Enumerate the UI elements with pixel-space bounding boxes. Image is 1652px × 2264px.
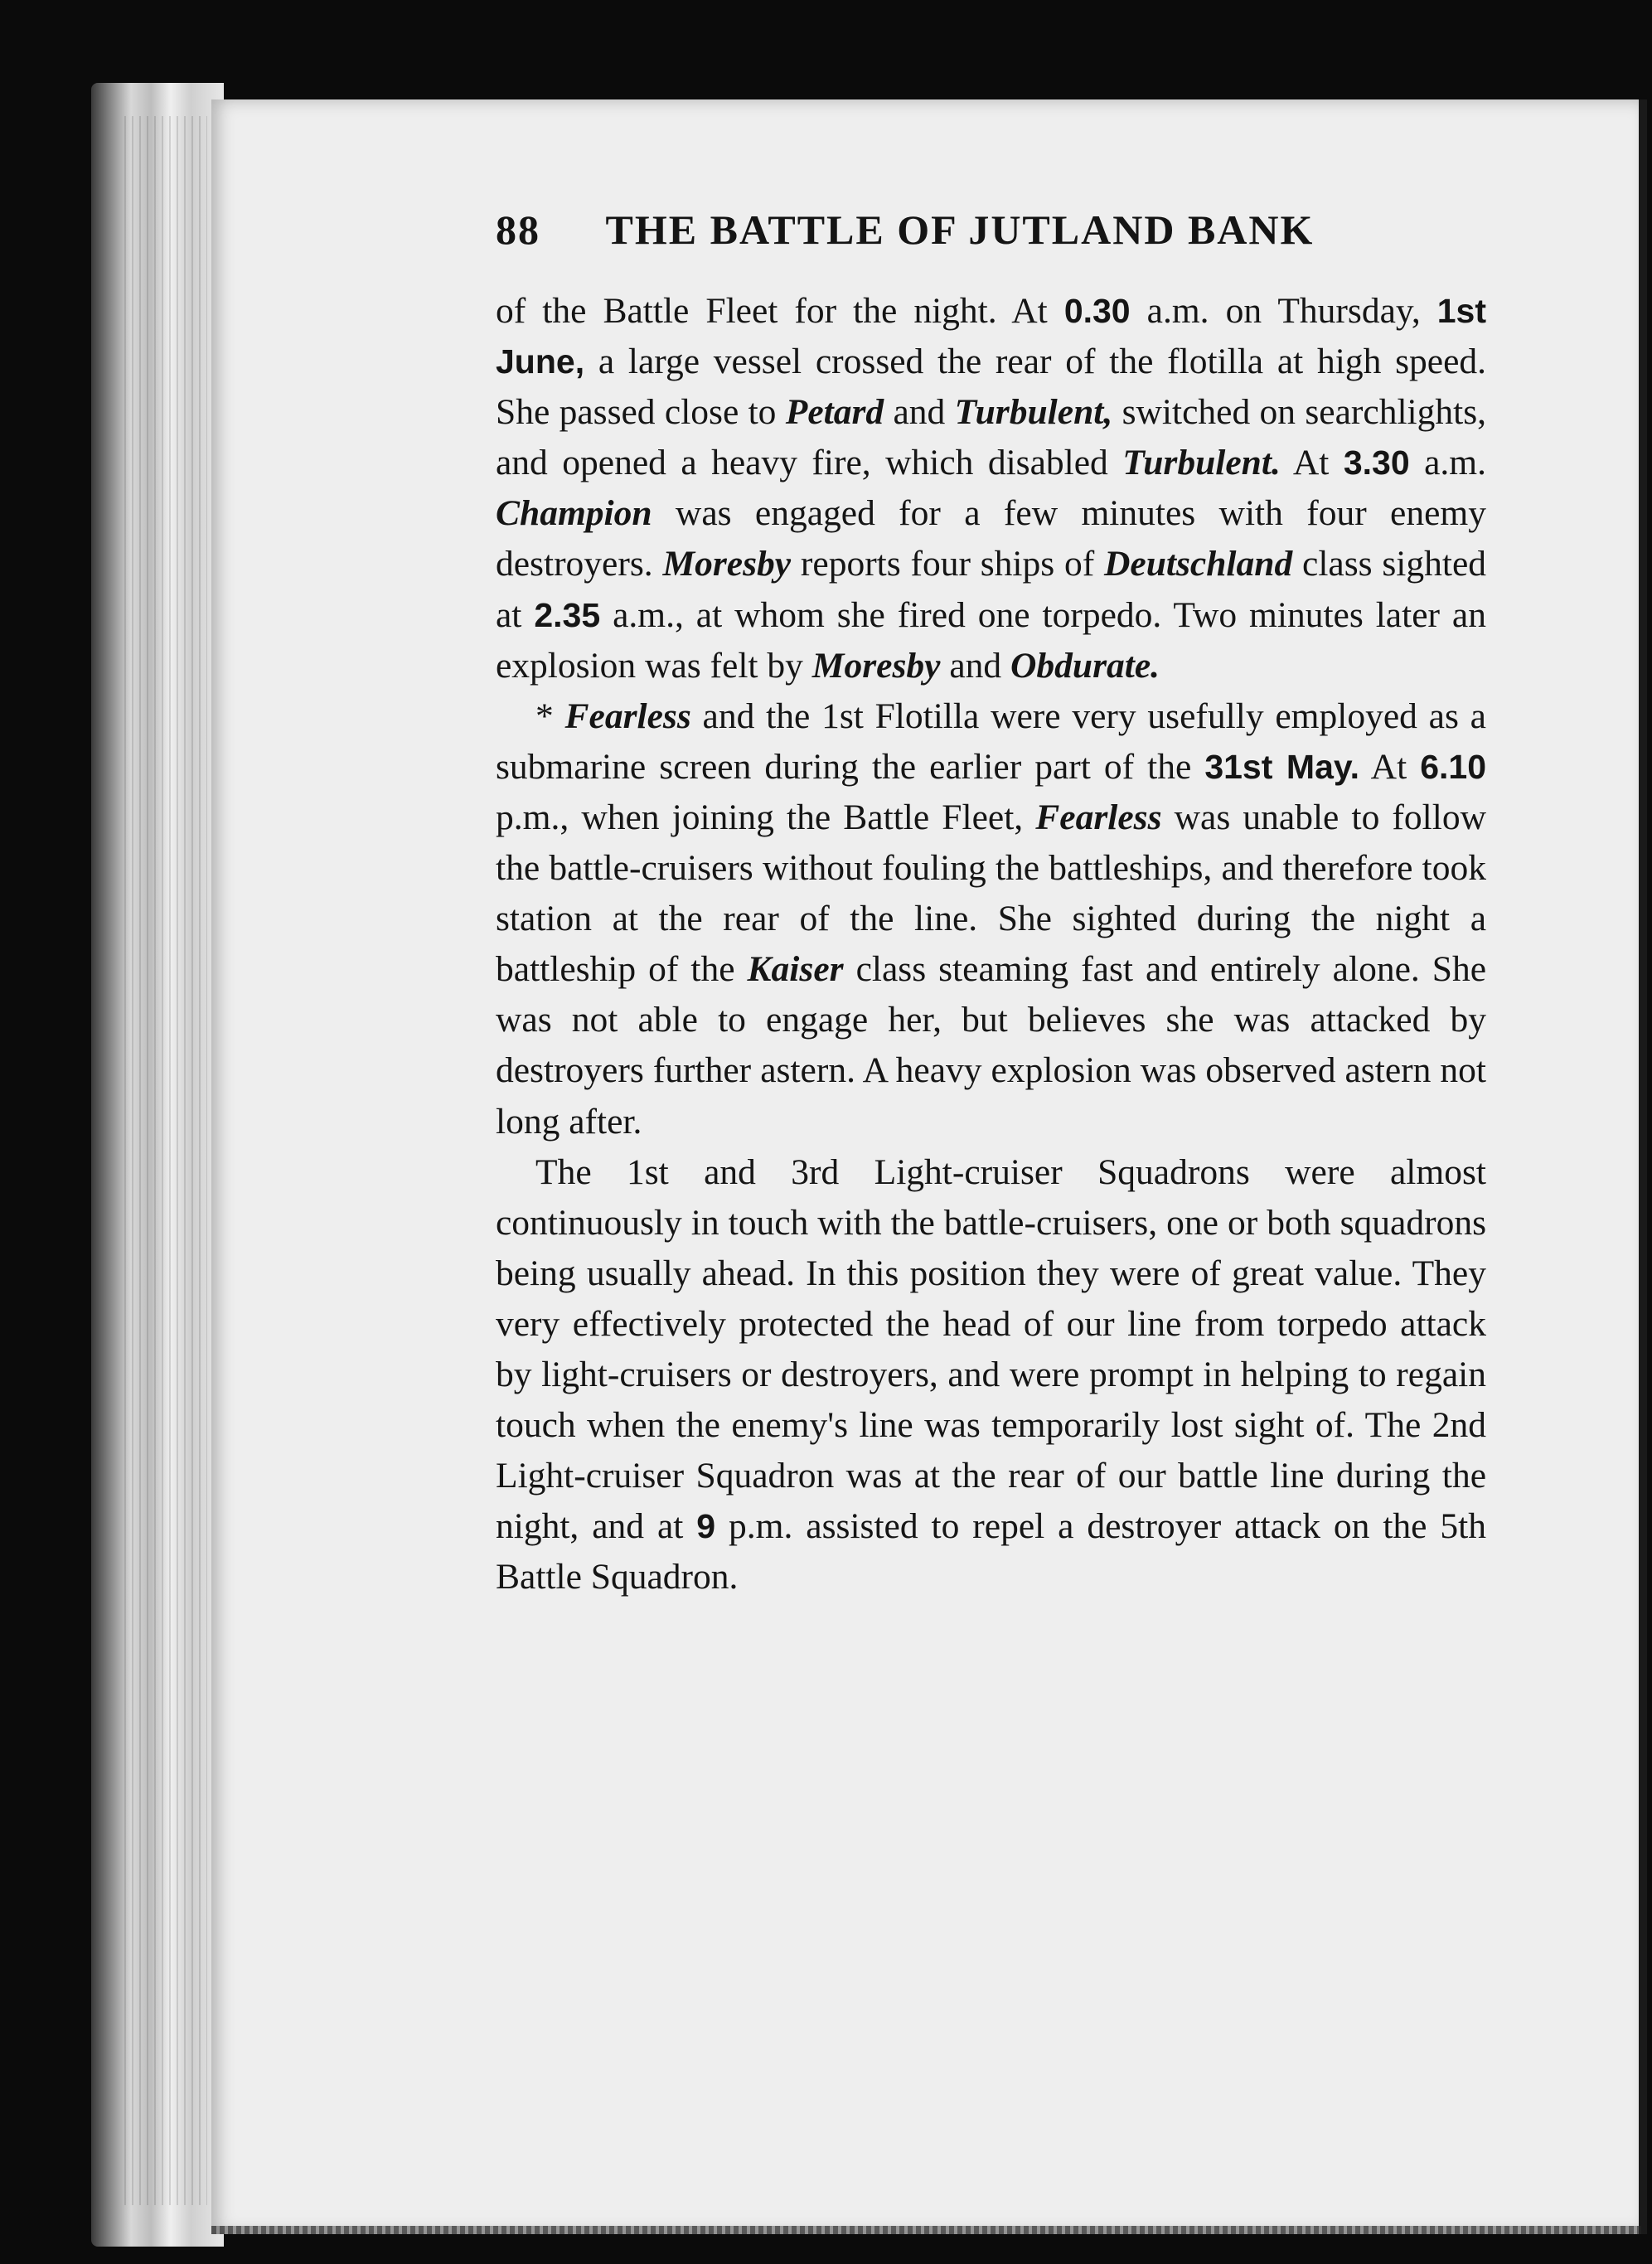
ship-name-text: Fearless bbox=[1035, 797, 1162, 837]
page-number: 88 bbox=[496, 206, 540, 253]
body-text-run: At bbox=[1280, 443, 1344, 483]
body-text-run: and bbox=[940, 645, 1010, 686]
page-bottom-edge bbox=[211, 2226, 1641, 2234]
paragraph-3 bbox=[496, 1147, 1486, 1603]
body-text-run: a.m., at whom she fired one torpedo. Two minutes later an explosion was felt by bbox=[496, 594, 1486, 686]
bold-time-text: 9 bbox=[696, 1507, 716, 1546]
paragraph-2 bbox=[496, 691, 1486, 1147]
body-text-run: p.m. assisted to repel a destroyer attack on the 5th Battle Squadron. bbox=[496, 1506, 1486, 1597]
body-text-run: of the Battle Fleet for the night. At bbox=[496, 291, 1064, 331]
body-text-run: and the 1st Flotilla were very usefully employed as a submarine screen during the earlier part of the bbox=[496, 696, 1486, 787]
bold-time-text: 0.30 bbox=[1063, 292, 1131, 330]
ship-name-text: Turbulent. bbox=[1122, 443, 1281, 483]
bold-time-text: 1st June, bbox=[496, 292, 1486, 381]
body-text-run: p.m., when joining the Battle Fleet, bbox=[496, 797, 1036, 837]
page-header bbox=[496, 206, 1407, 264]
body-text-run: was engaged for a few minutes with four enemy destroyers. bbox=[496, 493, 1486, 584]
ship-name-text: Kaiser bbox=[747, 949, 844, 990]
paragraph-1 bbox=[496, 286, 1486, 691]
body-text-run: a large vessel crossed the rear of the flotilla at high speed. She passed close to bbox=[496, 342, 1486, 433]
bold-time-text: 6.10 bbox=[1420, 747, 1487, 786]
page-right-edge bbox=[1639, 99, 1647, 2234]
ship-name-text: Petard bbox=[785, 392, 884, 433]
body-text-run: a.m. bbox=[1409, 443, 1486, 483]
binding-texture bbox=[124, 116, 207, 2205]
running-title: THE BATTLE OF JUTLAND BANK bbox=[605, 206, 1315, 253]
body-text-run: At bbox=[1359, 746, 1421, 787]
ship-name-text: Champion bbox=[496, 493, 652, 534]
ship-name-text: Obdurate. bbox=[1010, 645, 1160, 686]
bold-time-text: 3.30 bbox=[1343, 444, 1410, 482]
ship-name-text: Moresby bbox=[811, 645, 941, 686]
ship-name-text: Turbulent, bbox=[954, 392, 1113, 433]
ship-name-text: Fearless bbox=[564, 696, 691, 736]
body-text-run: was unable to follow the battle-cruisers without fouling the battleships, and therefore took station at the rear of the line. She sighted during the night a battleship of the bbox=[496, 797, 1487, 990]
body-text-run: a.m. on Thursday, bbox=[1130, 291, 1437, 331]
ship-name-text: Deutschland bbox=[1104, 544, 1293, 584]
body-text-run: class sighted at bbox=[496, 544, 1487, 635]
body-text-run: reports four ships of bbox=[791, 544, 1104, 584]
body-text-run: and bbox=[884, 392, 955, 433]
bold-time-text: 31st May. bbox=[1204, 747, 1360, 786]
body-text-run: The 1st and 3rd Light-cruiser Squadrons were almost continuously in touch with the battle-cruisers, one or both squadrons being usually ahead. In this position they were of great value. They very effectively protected the head of our line from torpedo attack by light-cruisers or destroyers, and were prompt in helping to regain touch when the enemy's line was temporarily lost sight of. The 2nd Light-cruiser Squadron was at the rear of our battle line during the night, and at bbox=[496, 1151, 1486, 1547]
body-text-run: * bbox=[535, 696, 565, 736]
ship-name-text: Moresby bbox=[662, 544, 792, 584]
body-text bbox=[496, 286, 1486, 1602]
body-text-run: switched on searchlights, and opened a heavy fire, which disabled bbox=[496, 392, 1487, 483]
bold-time-text: 2.35 bbox=[534, 595, 601, 634]
body-text-run: class steaming fast and entirely alone. She was not able to engage her, but believes she was attacked by destroyers further astern. A heavy explosion was observed astern not long after. bbox=[496, 949, 1487, 1142]
